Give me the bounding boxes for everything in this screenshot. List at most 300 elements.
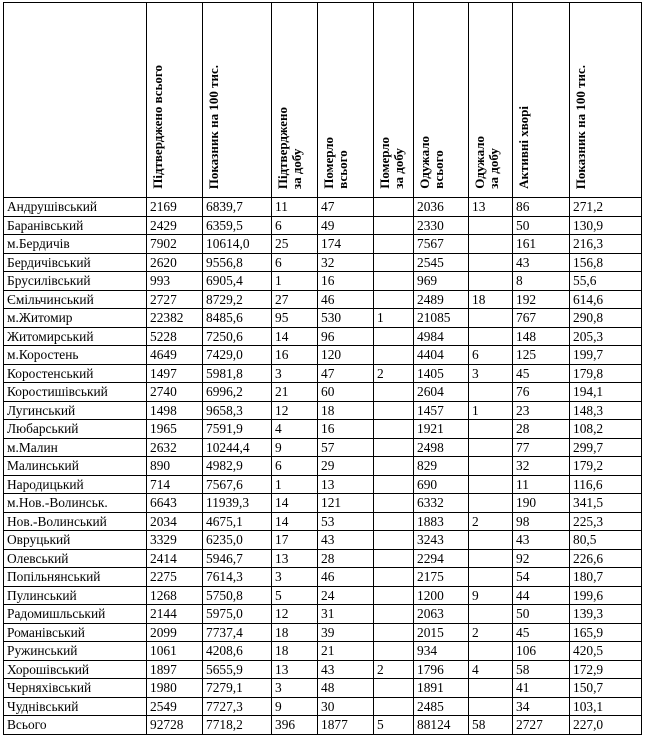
- table-cell: 7279,1: [203, 679, 272, 698]
- table-cell: [469, 642, 513, 661]
- table-cell: 4675,1: [203, 512, 272, 531]
- table-cell: 148: [513, 327, 570, 346]
- table-cell: 92: [513, 549, 570, 568]
- table-cell: [374, 327, 414, 346]
- table-cell: 2429: [147, 216, 203, 235]
- table-cell: 3: [272, 679, 318, 698]
- table-cell: [469, 475, 513, 494]
- table-cell: 8729,2: [203, 290, 272, 309]
- table-cell: 530: [318, 309, 374, 328]
- table-cell: 165,9: [570, 623, 642, 642]
- table-cell: 420,5: [570, 642, 642, 661]
- table-cell: 11939,3: [203, 494, 272, 513]
- district-name-cell: Ружинський: [4, 642, 147, 661]
- table-cell: [374, 568, 414, 587]
- table-row: [4, 605, 642, 624]
- table-cell: 5946,7: [203, 549, 272, 568]
- table-cell: 4: [272, 420, 318, 439]
- table-row: [4, 697, 642, 716]
- table-cell: [374, 697, 414, 716]
- table-cell: 11: [513, 475, 570, 494]
- header-district: [4, 3, 147, 198]
- total-cell: 88124: [414, 716, 469, 735]
- table-cell: 2099: [147, 623, 203, 642]
- table-cell: 2727: [147, 290, 203, 309]
- table-cell: 2175: [414, 568, 469, 587]
- table-cell: 3329: [147, 531, 203, 550]
- table-row: [4, 623, 642, 642]
- table-cell: 161: [513, 235, 570, 254]
- table-cell: [374, 512, 414, 531]
- table-cell: 3243: [414, 531, 469, 550]
- table-cell: 47: [318, 198, 374, 217]
- table-cell: 179,2: [570, 457, 642, 476]
- table-row: [4, 586, 642, 605]
- table-cell: 18: [469, 290, 513, 309]
- table-cell: [374, 457, 414, 476]
- header-rate-per-100k: Показник на 100 тис.: [203, 3, 272, 198]
- table-cell: 58: [513, 660, 570, 679]
- table-cell: 16: [272, 346, 318, 365]
- table-cell: 6839,7: [203, 198, 272, 217]
- table-cell: 2169: [147, 198, 203, 217]
- header-active-rate-per-100k: Показник на 100 тис.: [570, 3, 642, 198]
- table-cell: [374, 290, 414, 309]
- table-cell: 130,9: [570, 216, 642, 235]
- table-cell: 16: [318, 272, 374, 291]
- table-cell: [374, 679, 414, 698]
- table-cell: 969: [414, 272, 469, 291]
- table-row: [4, 642, 642, 661]
- header-confirmed-daily: Підтверджено за добу: [272, 3, 318, 198]
- table-cell: 1405: [414, 364, 469, 383]
- table-cell: 14: [272, 512, 318, 531]
- district-name-cell: Любарський: [4, 420, 147, 439]
- district-name-cell: м.Нов.-Волинськ.: [4, 494, 147, 513]
- table-cell: 121: [318, 494, 374, 513]
- table-row: [4, 235, 642, 254]
- table-cell: 216,3: [570, 235, 642, 254]
- table-cell: 9658,3: [203, 401, 272, 420]
- table-cell: 1: [374, 309, 414, 328]
- table-cell: 44: [513, 586, 570, 605]
- table-cell: 271,2: [570, 198, 642, 217]
- table-cell: 1: [272, 475, 318, 494]
- district-name-cell: Овруцький: [4, 531, 147, 550]
- table-cell: 4208,6: [203, 642, 272, 661]
- table-cell: [374, 216, 414, 235]
- table-cell: [374, 475, 414, 494]
- table-row: [4, 660, 642, 679]
- total-cell: 227,0: [570, 716, 642, 735]
- table-row: [4, 549, 642, 568]
- district-name-cell: м.Бердичів: [4, 235, 147, 254]
- table-cell: [469, 272, 513, 291]
- table-cell: 199,6: [570, 586, 642, 605]
- table-row: [4, 216, 642, 235]
- table-cell: 12: [272, 401, 318, 420]
- table-cell: 1498: [147, 401, 203, 420]
- table-cell: [469, 679, 513, 698]
- table-cell: [469, 253, 513, 272]
- header-confirmed-total: Підтверджено всього: [147, 3, 203, 198]
- table-cell: 5655,9: [203, 660, 272, 679]
- table-cell: 31: [318, 605, 374, 624]
- table-cell: [374, 346, 414, 365]
- district-name-cell: Житомирський: [4, 327, 147, 346]
- table-cell: 25: [272, 235, 318, 254]
- table-cell: 1: [272, 272, 318, 291]
- table-row: [4, 290, 642, 309]
- table-row: [4, 401, 642, 420]
- total-cell: 2727: [513, 716, 570, 735]
- table-cell: 1497: [147, 364, 203, 383]
- table-cell: 2632: [147, 438, 203, 457]
- table-cell: 205,3: [570, 327, 642, 346]
- table-cell: [469, 309, 513, 328]
- table-cell: [469, 216, 513, 235]
- header-row: [4, 3, 642, 198]
- header-recovered-daily: Одужало за добу: [469, 3, 513, 198]
- table-row: [4, 420, 642, 439]
- total-label: Всього: [4, 716, 147, 735]
- table-cell: 60: [318, 383, 374, 402]
- table-cell: 1891: [414, 679, 469, 698]
- table-cell: [469, 383, 513, 402]
- table-cell: 890: [147, 457, 203, 476]
- table-row: [4, 272, 642, 291]
- table-row: [4, 475, 642, 494]
- table-cell: 32: [318, 253, 374, 272]
- table-cell: 10244,4: [203, 438, 272, 457]
- table-cell: 2330: [414, 216, 469, 235]
- table-cell: 2549: [147, 697, 203, 716]
- table-cell: 3: [469, 364, 513, 383]
- table-cell: 6359,5: [203, 216, 272, 235]
- table-cell: 53: [318, 512, 374, 531]
- table-cell: 7727,3: [203, 697, 272, 716]
- table-cell: 21: [272, 383, 318, 402]
- table-cell: [469, 531, 513, 550]
- table-cell: 43: [513, 531, 570, 550]
- table-cell: 103,1: [570, 697, 642, 716]
- table-cell: 4404: [414, 346, 469, 365]
- table-cell: 13: [272, 549, 318, 568]
- district-name-cell: м.Коростень: [4, 346, 147, 365]
- total-cell: 5: [374, 716, 414, 735]
- total-row: [4, 716, 642, 735]
- table-cell: 12: [272, 605, 318, 624]
- district-name-cell: м.Житомир: [4, 309, 147, 328]
- table-cell: 2036: [414, 198, 469, 217]
- table-cell: 28: [513, 420, 570, 439]
- table-cell: 148,3: [570, 401, 642, 420]
- table-cell: 4: [469, 660, 513, 679]
- table-row: [4, 457, 642, 476]
- table-cell: 172,9: [570, 660, 642, 679]
- total-cell: 58: [469, 716, 513, 735]
- table-cell: 9: [469, 586, 513, 605]
- table-cell: [469, 494, 513, 513]
- table-cell: 767: [513, 309, 570, 328]
- district-name-cell: Народицький: [4, 475, 147, 494]
- header-recovered-total: Одужало всього: [414, 3, 469, 198]
- table-cell: 7250,6: [203, 327, 272, 346]
- table-cell: 39: [318, 623, 374, 642]
- table-cell: 120: [318, 346, 374, 365]
- total-cell: 92728: [147, 716, 203, 735]
- district-name-cell: Баранівський: [4, 216, 147, 235]
- table-cell: 2: [469, 512, 513, 531]
- table-cell: 116,6: [570, 475, 642, 494]
- table-cell: 6643: [147, 494, 203, 513]
- table-cell: 7737,4: [203, 623, 272, 642]
- table-cell: 2063: [414, 605, 469, 624]
- table-cell: 9556,8: [203, 253, 272, 272]
- table-cell: 3: [272, 364, 318, 383]
- table-cell: 6996,2: [203, 383, 272, 402]
- total-cell: 1877: [318, 716, 374, 735]
- table-cell: 192: [513, 290, 570, 309]
- table-cell: 2: [469, 623, 513, 642]
- table-cell: 1268: [147, 586, 203, 605]
- table-row: [4, 531, 642, 550]
- table-cell: 49: [318, 216, 374, 235]
- table-cell: 6905,4: [203, 272, 272, 291]
- table-cell: 34: [513, 697, 570, 716]
- table-cell: 226,6: [570, 549, 642, 568]
- table-cell: [469, 327, 513, 346]
- table-cell: 43: [318, 660, 374, 679]
- table-cell: [374, 272, 414, 291]
- table-cell: 22382: [147, 309, 203, 328]
- table-cell: [374, 642, 414, 661]
- table-cell: 299,7: [570, 438, 642, 457]
- table-cell: 6: [272, 457, 318, 476]
- table-cell: 7614,3: [203, 568, 272, 587]
- total-cell: 7718,2: [203, 716, 272, 735]
- table-cell: [374, 253, 414, 272]
- table-cell: 43: [318, 531, 374, 550]
- table-cell: 1457: [414, 401, 469, 420]
- table-cell: 225,3: [570, 512, 642, 531]
- table-cell: 77: [513, 438, 570, 457]
- table-cell: 76: [513, 383, 570, 402]
- table-cell: 46: [318, 568, 374, 587]
- table-cell: 5981,8: [203, 364, 272, 383]
- district-name-cell: Ємільчинський: [4, 290, 147, 309]
- table-cell: 2414: [147, 549, 203, 568]
- table-cell: [469, 438, 513, 457]
- table-cell: 24: [318, 586, 374, 605]
- district-name-cell: Лугинський: [4, 401, 147, 420]
- table-cell: 50: [513, 216, 570, 235]
- table-cell: [374, 494, 414, 513]
- table-row: [4, 327, 642, 346]
- table-cell: 2: [374, 364, 414, 383]
- table-cell: 7567: [414, 235, 469, 254]
- table-cell: 2740: [147, 383, 203, 402]
- table-cell: 2144: [147, 605, 203, 624]
- table-row: [4, 383, 642, 402]
- table-cell: 30: [318, 697, 374, 716]
- table-cell: 1980: [147, 679, 203, 698]
- table-cell: 14: [272, 327, 318, 346]
- district-name-cell: Хорошівський: [4, 660, 147, 679]
- table-cell: 10614,0: [203, 235, 272, 254]
- table-cell: 1965: [147, 420, 203, 439]
- table-cell: 7429,0: [203, 346, 272, 365]
- table-cell: [374, 235, 414, 254]
- table-cell: 1796: [414, 660, 469, 679]
- table-row: [4, 438, 642, 457]
- table-cell: 150,7: [570, 679, 642, 698]
- table-cell: [374, 531, 414, 550]
- district-name-cell: Брусилівський: [4, 272, 147, 291]
- table-cell: 32: [513, 457, 570, 476]
- district-name-cell: Черняхівський: [4, 679, 147, 698]
- table-cell: 5: [272, 586, 318, 605]
- table-cell: 6: [272, 253, 318, 272]
- table-cell: 2294: [414, 549, 469, 568]
- table-cell: [469, 457, 513, 476]
- table-cell: 4649: [147, 346, 203, 365]
- table-cell: 17: [272, 531, 318, 550]
- table-row: [4, 494, 642, 513]
- table-cell: 1200: [414, 586, 469, 605]
- table-cell: 714: [147, 475, 203, 494]
- table-cell: 11: [272, 198, 318, 217]
- district-name-cell: Олевський: [4, 549, 147, 568]
- table-row: [4, 512, 642, 531]
- table-cell: 80,5: [570, 531, 642, 550]
- table-row: [4, 309, 642, 328]
- district-name-cell: Бердичівський: [4, 253, 147, 272]
- table-cell: 156,8: [570, 253, 642, 272]
- table-cell: 9: [272, 697, 318, 716]
- district-name-cell: Пулинський: [4, 586, 147, 605]
- table-cell: 7567,6: [203, 475, 272, 494]
- table-cell: 27: [272, 290, 318, 309]
- table-cell: 13: [469, 198, 513, 217]
- table-cell: 4984: [414, 327, 469, 346]
- table-cell: 18: [272, 623, 318, 642]
- table-cell: 23: [513, 401, 570, 420]
- table-cell: [374, 549, 414, 568]
- table-cell: 21: [318, 642, 374, 661]
- header-active-cases: Активні хворі: [513, 3, 570, 198]
- table-cell: 139,3: [570, 605, 642, 624]
- table-cell: 8: [513, 272, 570, 291]
- table-cell: 86: [513, 198, 570, 217]
- table-cell: 2498: [414, 438, 469, 457]
- header-deaths-daily: Померло за добу: [374, 3, 414, 198]
- table-cell: [374, 623, 414, 642]
- table-cell: 16: [318, 420, 374, 439]
- table-cell: 106: [513, 642, 570, 661]
- table-cell: 194,1: [570, 383, 642, 402]
- district-name-cell: Чуднівський: [4, 697, 147, 716]
- table-cell: [469, 420, 513, 439]
- table-cell: 6235,0: [203, 531, 272, 550]
- table-cell: [469, 549, 513, 568]
- table-cell: [374, 383, 414, 402]
- table-cell: 45: [513, 623, 570, 642]
- table-cell: 1: [469, 401, 513, 420]
- table-cell: 199,7: [570, 346, 642, 365]
- table-cell: [469, 568, 513, 587]
- table-cell: 1921: [414, 420, 469, 439]
- table-cell: [374, 438, 414, 457]
- table-cell: 341,5: [570, 494, 642, 513]
- table-cell: 829: [414, 457, 469, 476]
- table-row: [4, 679, 642, 698]
- table-cell: 180,7: [570, 568, 642, 587]
- table-row: [4, 346, 642, 365]
- table-cell: [374, 586, 414, 605]
- table-cell: 13: [272, 660, 318, 679]
- table-cell: 5228: [147, 327, 203, 346]
- table-cell: 96: [318, 327, 374, 346]
- table-cell: 2275: [147, 568, 203, 587]
- table-row: [4, 568, 642, 587]
- district-name-cell: Попільнянський: [4, 568, 147, 587]
- table-cell: 5750,8: [203, 586, 272, 605]
- table-cell: 1897: [147, 660, 203, 679]
- table-cell: 993: [147, 272, 203, 291]
- district-name-cell: м.Малин: [4, 438, 147, 457]
- table-cell: 690: [414, 475, 469, 494]
- covid-statistics-table: [3, 2, 642, 735]
- district-name-cell: Нов.-Волинський: [4, 512, 147, 531]
- table-cell: 45: [513, 364, 570, 383]
- district-name-cell: Коростенський: [4, 364, 147, 383]
- table-cell: 2: [374, 660, 414, 679]
- table-cell: 48: [318, 679, 374, 698]
- header-deaths-total: Померло всього: [318, 3, 374, 198]
- table-cell: 18: [272, 642, 318, 661]
- table-cell: 1061: [147, 642, 203, 661]
- table-cell: 98: [513, 512, 570, 531]
- table-cell: 2485: [414, 697, 469, 716]
- table-cell: 7902: [147, 235, 203, 254]
- district-name-cell: Радомишльський: [4, 605, 147, 624]
- table-cell: 18: [318, 401, 374, 420]
- table-cell: 2545: [414, 253, 469, 272]
- table-cell: [374, 198, 414, 217]
- district-name-cell: Коростишівський: [4, 383, 147, 402]
- table-cell: 8485,6: [203, 309, 272, 328]
- table-cell: [469, 235, 513, 254]
- table-cell: 55,6: [570, 272, 642, 291]
- table-cell: 28: [318, 549, 374, 568]
- table-cell: 290,8: [570, 309, 642, 328]
- table-cell: 108,2: [570, 420, 642, 439]
- table-cell: 174: [318, 235, 374, 254]
- table-cell: 934: [414, 642, 469, 661]
- table-row: [4, 198, 642, 217]
- district-name-cell: Малинський: [4, 457, 147, 476]
- table-cell: 614,6: [570, 290, 642, 309]
- table-cell: 47: [318, 364, 374, 383]
- table-cell: [469, 697, 513, 716]
- table-cell: 43: [513, 253, 570, 272]
- table-cell: 14: [272, 494, 318, 513]
- table-cell: 9: [272, 438, 318, 457]
- table-cell: [374, 605, 414, 624]
- table-cell: 46: [318, 290, 374, 309]
- table-cell: 21085: [414, 309, 469, 328]
